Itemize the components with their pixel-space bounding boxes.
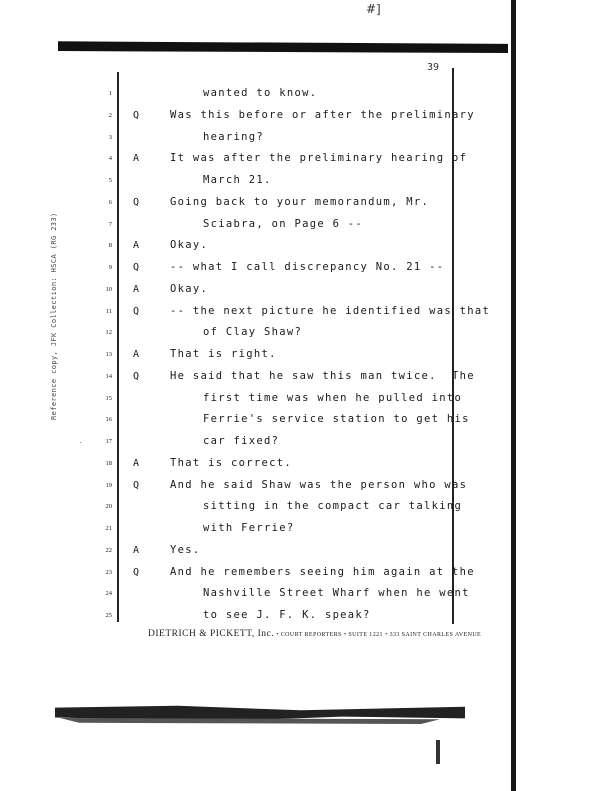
margin-rule-left <box>117 72 119 622</box>
speaker-label: Q <box>133 262 140 273</box>
transcript-text: Okay. <box>170 239 209 252</box>
transcript-text: Yes. <box>170 543 201 556</box>
transcript-text: to see J. F. K. speak? <box>203 609 371 621</box>
transcript-text: of Clay Shaw? <box>203 326 303 339</box>
line-number: 13 <box>105 351 112 358</box>
speaker-label: Q <box>133 370 140 382</box>
footer-firm: DIETRICH & PICKETT, Inc. <box>148 629 275 639</box>
transcript-text: Was this before or after the preliminary <box>170 108 475 121</box>
transcript-text: sitting in the compact car talking <box>203 500 463 513</box>
line-number: 25 <box>105 612 112 619</box>
line-number: 15 <box>105 394 112 402</box>
line-number: 21 <box>105 525 112 532</box>
transcript-text: first time was when he pulled into <box>203 391 463 404</box>
speaker-label: Q <box>133 196 140 208</box>
speaker-label: Q <box>133 305 140 317</box>
line-number: 20 <box>105 503 112 511</box>
line-number: 4 <box>108 155 112 163</box>
page-number: 39 <box>427 62 440 73</box>
transcript-text: It was after the preliminary hearing of <box>170 152 468 165</box>
reference-stamp: Reference copy, JFK Collection: HSCA (RG 233) <box>50 212 58 420</box>
line-number: 14 <box>105 372 112 380</box>
handwritten-mark: #] <box>366 2 381 16</box>
transcript-text: That is right. <box>170 348 277 360</box>
transcript-text: hearing? <box>203 130 264 143</box>
scan-speck: ˙ <box>78 442 84 452</box>
footer-address: 333 SAINT CHARLES AVENUE <box>389 632 482 638</box>
scan-artifact-right <box>511 0 516 791</box>
speaker-label: A <box>133 240 140 252</box>
speaker-label: Q <box>133 109 140 121</box>
speaker-label: A <box>133 544 140 556</box>
transcript-text: with Ferrie? <box>203 522 295 534</box>
scan-artifact-bottom-right <box>436 740 440 764</box>
transcript-text: Nashville Street Wharf when he went <box>203 587 470 600</box>
line-number: 22 <box>105 546 112 554</box>
line-number: 2 <box>108 111 112 119</box>
line-number: 24 <box>105 590 112 598</box>
speaker-label: Q <box>133 566 140 578</box>
footer-role: COURT REPORTERS <box>280 632 342 638</box>
transcript-text: -- what I call discrepancy No. 21 -- <box>170 261 445 273</box>
footer: DIETRICH & PICKETT, Inc. • COURT REPORTERS • SUITE 1221 • 333 SAINT CHARLES AVENUE <box>148 629 482 639</box>
speaker-label: A <box>133 457 140 469</box>
footer-suite: SUITE 1221 <box>348 632 383 638</box>
scan-artifact-top <box>58 40 508 53</box>
line-number: 12 <box>105 329 112 337</box>
transcript-text: March 21. <box>203 174 272 186</box>
speaker-label: A <box>133 349 140 360</box>
line-number: 18 <box>105 459 112 467</box>
speaker-label: A <box>133 283 140 295</box>
transcript-text: Ferrie's service station to get his <box>203 413 470 426</box>
transcript-text: wanted to know. <box>203 87 318 99</box>
line-number: 6 <box>108 198 112 206</box>
speaker-label: Q <box>133 479 140 491</box>
transcript-text: Going back to your memorandum, Mr. <box>170 195 430 208</box>
line-number: 10 <box>105 285 112 293</box>
transcript-text: -- the next picture he identified was that <box>170 304 491 317</box>
line-number: 16 <box>105 416 112 424</box>
speaker-label: A <box>133 153 140 165</box>
transcript-text: car fixed? <box>203 435 280 447</box>
transcript-text: And he said Shaw was the person who was <box>170 478 468 491</box>
line-number: 17 <box>105 438 112 445</box>
line-number: 1 <box>108 90 112 97</box>
line-number: 19 <box>105 481 112 489</box>
transcript-text: Sciabra, on Page 6 -- <box>203 217 364 230</box>
transcript-text: He said that he saw this man twice. The <box>170 369 475 382</box>
line-number: 8 <box>108 242 112 250</box>
transcript-text: And he remembers seeing him again at the <box>170 565 475 578</box>
line-number: 7 <box>108 220 112 228</box>
line-number: 23 <box>105 568 112 576</box>
transcript-text: Okay. <box>170 282 209 295</box>
line-number: 3 <box>108 133 112 141</box>
scan-artifact-bottom-2 <box>60 718 440 724</box>
line-number: 11 <box>105 307 112 315</box>
line-number: 5 <box>108 177 112 184</box>
line-number: 9 <box>108 264 112 271</box>
transcript-text: That is correct. <box>170 456 292 469</box>
